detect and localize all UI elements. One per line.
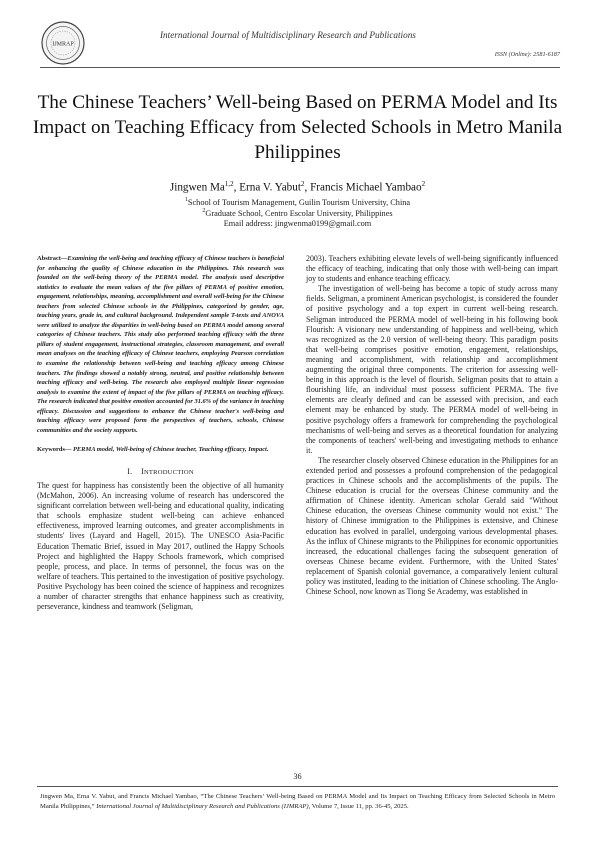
author-line: Jingwen Ma$^{1,2}$, Erna V. Yabut$^2$, Francis Michael Yambao$^2$ <box>169 180 426 194</box>
issn: ISSN (Online): 2581-6187 <box>494 51 560 58</box>
section-numeral: I. <box>127 466 133 476</box>
body-paragraph: The researcher closely observed Chinese education in the Philippines for an extended period and possesses a profound comprehension of the pedagogical practices in Chinese schools and the accomplishments of the pupils. The Chinese education is crucial for the overseas Chinese community and the affirmation of Chinese identity. American scholar Gerald said "Without Chinese education, the overseas Chinese community would not exist." The history of Chinese immigration to the Philippines is extensive, and Chinese education has evolved in parallel, undergoing various developmental phases. As the influx of Chinese migrants to the Philippines for economic opportunities increased, the educational challenges facing the subsequent generation of overseas Chinese became evident. Furthermore, with the United States' replacement of Spanish colonial governance, a comparatively lenient cultural policy was instituted, leading to the initiation of Chinese schooling. The Anglo-Chinese School, now known as Tiong Se Academy, was established in <box>306 455 558 597</box>
abstract-label: Abstract— <box>37 255 68 262</box>
keywords-label: Keywords— <box>37 446 72 454</box>
body-paragraph: The quest for happiness has consistently been the objective of all humanity (McMahon, 2006). An increasing volume of research has underscored the significant correlation between well-being and educational quality, indicating that schools emphasize student well-being can achieve enhanced effectiveness, improved learning outcomes, and greater accomplishments in students' lives (Layard and Hagell, 2015). The UNESCO Asia-Pacific Education Thematic Brief, issued in May 2017, outlined the Happy Schools Project and highlighted the Happy Schools framework, which comprised people, process, and place. In terms of personnel, the focus was on the welfare of teachers. This pertained to the investigation of positive psychology. Positive Psychology has been coined the science of happiness and recognizes a number of character strengths that enhance happiness such as creativity, perseverance, kindness and teamwork (Seligman, <box>37 480 284 612</box>
citation-suffix: , Volume 7, Issue 11, pp. 36-45, 2025. <box>308 803 409 810</box>
journal-title: International Journal of Multidisciplinary Research and Publications <box>160 30 416 40</box>
author-affiliation-mark: 2 <box>421 180 426 188</box>
citation <box>40 792 555 812</box>
section-title-rest: NTRODUCTION <box>143 468 194 476</box>
author-affiliation-mark: 2 <box>300 180 305 188</box>
logo-label: IJMRAP <box>52 41 74 48</box>
affiliation-text: Graduate School, Centro Escolar University, Philippines <box>205 208 393 218</box>
author-affiliation-mark: 1,2 <box>224 180 234 188</box>
abstract <box>37 254 284 435</box>
footer-divider <box>37 786 558 787</box>
body-paragraph: 2003). Teachers exhibiting elevate levels of well-being significantly influenced the efficacy of teaching, indicating that only those with well-being can impart joy to students and enhance teaching efficacy. <box>306 254 558 284</box>
section-heading-introduction <box>37 467 284 476</box>
body-paragraph: The investigation of well-being has become a topic of study across many fields. Seligman, a prominent American psychologist, is considered the founder of positive psychology and a top expert in current well-being research. Seligman introduced the PERMA model of well-being in his following book Flourish: A visionary new understanding of happiness and well-being, which was recognized as the 2.0 version of well-being theory. This paradigm posits that well-being comprises positive emotion, engagement, relationships, meaning and accomplishment, with relationship and accomplishment augmenting the original three components. The criterion for assessing well-being in this approach is the level of flourish. Seligman posits that to attain a flourishing life, an individual must possess sufficient PERMA. The five elements are clearly defined and can be assessed with precision, and each element may be enhanced by study. The PERMA model of well-being in positive psychology offers a framework for comprehending the psychological mechanisms of well-being and serves as a theoretical foundation for analyzing the components of teachers' well-being and investigating methods to enhance it. <box>306 284 558 455</box>
affiliation-mark: 1 <box>184 197 188 203</box>
journal-seal-icon <box>40 20 86 66</box>
author-name: Erna V. Yabut <box>239 181 301 194</box>
left-column <box>37 254 284 612</box>
right-column <box>306 254 558 597</box>
author-name: Jingwen Ma <box>169 181 225 194</box>
email-address: Email address: jingwenma0199@gmail.com <box>223 219 372 228</box>
abstract-text: Examining the well-being and teaching efficacy of Chinese teachers is beneficial for enhancing the quality of Chinese education in the Philippines. This research was founded on the well-being theory of the PERMA model. The analysis used descriptive statistics to evaluate the mean values of the five pillars of PERMA of positive emotion, engagement, relationships, meaning, accomplishment and overall well-being for the Chinese teachers from selected Chinese schools in the Philippines, categorized by gender, age, teaching years, grade in, and cultural background. Independent sample T-texts and ANOVA were utilized to analyze the disparities in well-being based on PERMA model among several categories of Chinese teachers. This study also performed teaching efficacy with the three pillars of student engagement, instructional strategies, classroom management, and overall mean analyses on the teaching efficacy of Chinese teachers, employing Pearson correlation to examine the relationship between well-being and teaching efficacy among Chinese teachers. The findings showed a notably strong, neutral, and positive relationship between teaching efficacy and well-being. The research also employed multiple linear regression analysis to examine the extent of impact of the five pillars of PERMA on teaching efficacy. The research indicated that positive emotion accounted for 31.6% of the variance in teaching efficacy. Discussion and suggestions to enhance the Chinese teacher's well-being and teaching efficacy were proposed form the perspectives of teachers, schools, Chinese communities and the society supports. <box>37 255 284 434</box>
journal-header <box>40 20 560 68</box>
author-name: Francis Michael Yambao <box>310 181 422 194</box>
header-divider <box>40 67 560 68</box>
keywords <box>37 445 284 455</box>
affiliation <box>0 197 595 207</box>
keywords-text: PERMA model, Well-being of Chinese teacher, Teaching efficacy, Impact. <box>71 446 269 454</box>
citation-journal: International Journal of Multidisciplinary Research and Publications (IJMRAP) <box>96 803 309 810</box>
affiliation-text: School of Tourism Management, Guilin Tourism University, China <box>187 197 411 207</box>
affiliation <box>0 208 595 218</box>
affiliation-mark: 2 <box>202 208 206 214</box>
page-number: 36 <box>293 772 302 781</box>
paper-title: The Chinese Teachers’ Well-being Based on PERMA Model and Its Impact on Teaching Efficacy from Selected Schools in Metro Manila Philippines <box>32 92 563 163</box>
section-first-letter: I <box>141 466 144 476</box>
citation-prefix: Jingwen Ma, Erna V. Yabut, and Francis Michael Yambao, “The Chinese Teachers’ Well-being Based on PERMA Model and Its Impact on Teaching Efficacy from Selected Schools in Metro Manila Philippines,” <box>40 793 555 810</box>
